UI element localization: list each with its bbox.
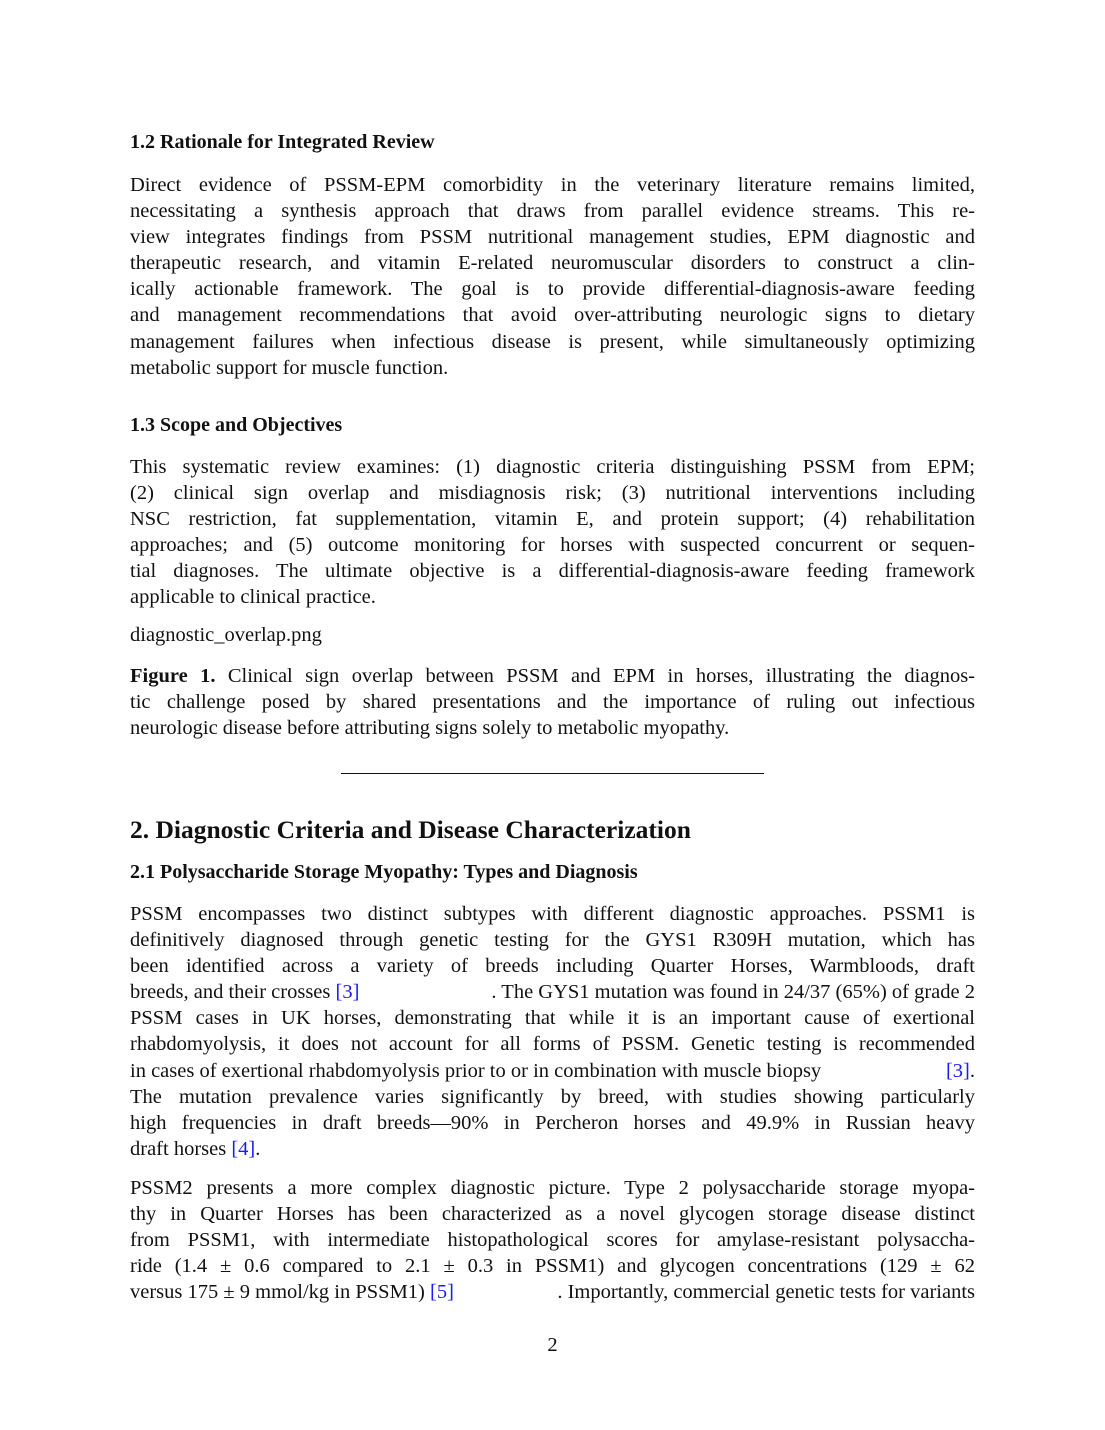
text-line: definitively diagnosed through genetic testing for the GYS1 R309H mutation, which has	[130, 929, 975, 952]
text-segment: in cases of exertional rhabdomyolysis prior to or in combination with muscle biopsy	[130, 1059, 827, 1082]
text-segment: versus 175 ± 9 mmol/kg in PSSM1)	[130, 1281, 430, 1304]
section-divider	[341, 773, 764, 774]
text-segment: .	[969, 1059, 975, 1082]
text-line: This systematic review examines: (1) diagnostic criteria distinguishing PSSM from EPM;	[130, 456, 975, 478]
citation-link-3[interactable]: [3]	[335, 981, 360, 1004]
text-line: approaches; and (5) outcome monitoring for horses with suspected concurrent or sequen-	[130, 534, 975, 557]
text-line: management failures when infectious disease is present, while simultaneously optimizing	[130, 330, 975, 353]
caption-line	[130, 663, 975, 689]
text-line: PSSM encompasses two distinct subtypes with different diagnostic approaches. PSSM1 is	[130, 903, 975, 925]
text-segment: . The GYS1 mutation was found in 24/37 (65%) of grade 2	[491, 981, 975, 1004]
figure-caption	[130, 663, 975, 741]
paragraph-scope	[130, 454, 975, 611]
text-line	[130, 1058, 975, 1084]
text-line: metabolic support for muscle function.	[130, 356, 449, 379]
text-line: high frequencies in draft breeds—90% in Percheron horses and 49.9% in Russian heavy	[130, 1111, 975, 1134]
text-line: rhabdomyolysis, it does not account for all forms of PSSM. Genetic testing is recommended	[130, 1033, 975, 1056]
text-segment: draft horses	[130, 1137, 232, 1160]
text-line: been identified across a variety of breeds including Quarter Horses, Warmbloods, draft	[130, 955, 975, 978]
citation-link-3[interactable]: [3]	[945, 1059, 970, 1082]
section-heading-2: 2. Diagnostic Criteria and Disease Characterization	[130, 815, 691, 844]
text-segment: .	[255, 1137, 261, 1160]
text-line: (2) clinical sign overlap and misdiagnosis risk; (3) nutritional interventions including	[130, 482, 975, 505]
text-segment	[130, 1279, 454, 1305]
text-line: The mutation prevalence varies significantly by breed, with studies showing particularly	[130, 1085, 975, 1108]
text-line: and management recommendations that avoid over-attributing neurologic signs to dietary	[130, 304, 975, 327]
caption-text: Clinical sign overlap between PSSM and EPM in horses, illustrating the diagnos-	[215, 665, 976, 687]
section-heading-2-1: 2.1 Polysaccharide Storage Myopathy: Types and Diagnosis	[130, 861, 638, 883]
text-line: PSSM2 presents a more complex diagnostic picture. Type 2 polysaccharide storage myopa-	[130, 1177, 975, 1199]
text-line	[130, 1136, 975, 1162]
caption-line: neurologic disease before attributing signs solely to metabolic myopathy.	[130, 717, 730, 740]
figure-image-placeholder: diagnostic_overlap.png	[130, 624, 322, 646]
text-line: thy in Quarter Horses has been characterized as a novel glycogen storage disease distinct	[130, 1203, 975, 1226]
text-line	[130, 979, 975, 1005]
paragraph-rationale	[130, 172, 975, 381]
section-heading-1-2: 1.2 Rationale for Integrated Review	[130, 131, 435, 153]
text-segment	[130, 979, 359, 1005]
text-line: view integrates findings from PSSM nutritional management studies, EPM diagnostic and	[130, 226, 975, 249]
text-segment: . Importantly, commercial genetic tests for variants	[557, 1281, 975, 1304]
citation-link-5[interactable]: [5]	[430, 1281, 454, 1304]
text-line: necessitating a synthesis approach that draws from parallel evidence streams. This re-	[130, 200, 975, 223]
text-line: from PSSM1, with intermediate histopathological scores for amylase-resistant polysaccha-	[130, 1229, 975, 1252]
page-number: 2	[547, 1334, 558, 1356]
section-heading-1-3: 1.3 Scope and Objectives	[130, 414, 343, 436]
text-line: ride (1.4 ± 0.6 compared to 2.1 ± 0.3 in PSSM1) and glycogen concentrations (129 ± 62	[130, 1255, 975, 1278]
text-line: therapeutic research, and vitamin E-related neuromuscular disorders to construct a clin-	[130, 252, 975, 275]
text-line: ically actionable framework. The goal is to provide differential-diagnosis-aware feeding	[130, 278, 975, 301]
text-line	[130, 1279, 975, 1305]
text-line: Direct evidence of PSSM-EPM comorbidity in the veterinary literature remains limited,	[130, 174, 975, 196]
text-line: NSC restriction, fat supplementation, vitamin E, and protein support; (4) rehabilitation	[130, 508, 975, 531]
paragraph-pssm-types	[130, 901, 975, 1162]
paragraph-pssm2	[130, 1175, 975, 1305]
caption-line: tic challenge posed by shared presentations and the importance of ruling out infectious	[130, 691, 975, 714]
figure-label: Figure 1.	[130, 665, 216, 687]
text-segment: breeds, and their crosses	[130, 981, 336, 1004]
citation-link-4[interactable]: [4]	[231, 1137, 256, 1160]
text-line: tial diagnoses. The ultimate objective is a differential-diagnosis-aware feeding framework	[130, 560, 975, 583]
text-line: applicable to clinical practice.	[130, 586, 376, 609]
text-line: PSSM cases in UK horses, demonstrating that while it is an important cause of exertional	[130, 1007, 975, 1030]
